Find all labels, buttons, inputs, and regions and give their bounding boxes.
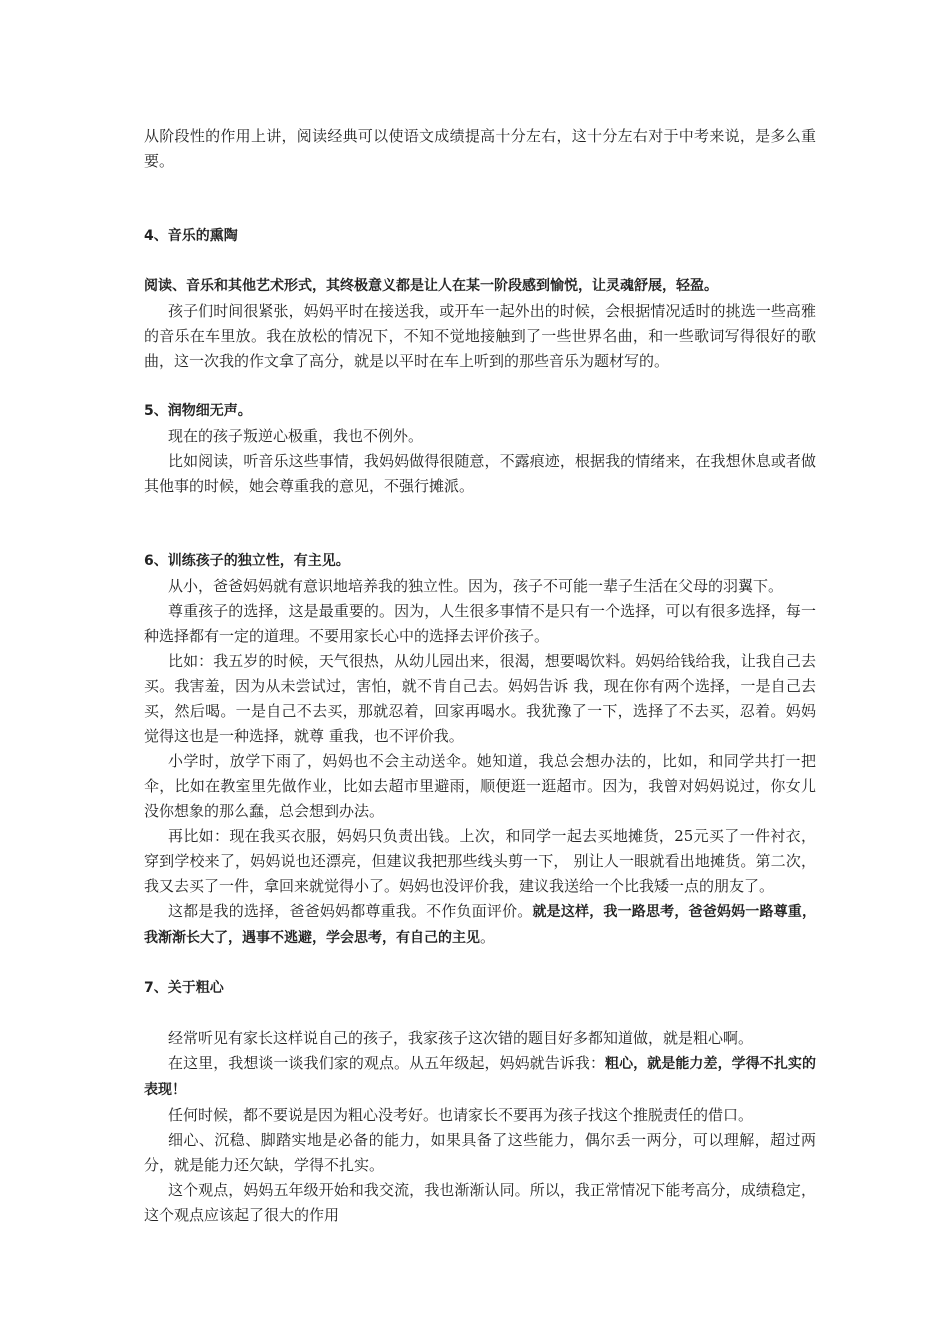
section-7-paragraph-3: 任何时候，都不要说是因为粗心没考好。也请家长不要再为孩子找这个推脱责任的借口。 [168, 1106, 754, 1124]
section-6-paragraph-6-text: 这都是我的选择，爸爸妈妈都尊重我。不作负面评价。 [168, 902, 533, 920]
spacer [144, 174, 816, 224]
section-7-paragraph-2-bold: 粗心，就是能力差，学得不扎实的表现！ [144, 1056, 816, 1098]
section-7-paragraph-5: 这个观点，妈妈五年级开始和我交流，我也渐渐认同。所以，我正常情况下能考高分，成绩稳定，这个观点应该起了很大的作用 [144, 1181, 816, 1224]
section-7-heading: 7、关于粗心 [144, 980, 224, 996]
section-4-paragraph-1: 孩子们时间很紧张，妈妈平时在接送我，或开车一起外出的时候，会根据情况适时的挑选一些高雅的音乐在车里放。我在放松的情况下，不知不觉地接触到了一些世界名曲，和一些歌词写得很好的歌曲，这一次我的作文拿了高分，就是以平时在车上听到的那些音乐为题材写的。 [144, 302, 816, 370]
section-7-paragraph-4: 细心、沉稳、脚踏实地是必备的能力，如果具备了这些能力，偶尔丢一两分，可以理解，超过两分，就是能力还欠缺，学得不扎实。 [144, 1131, 816, 1174]
section-4-bold-line: 阅读、音乐和其他艺术形式，其终极意义都是让人在某一阶段感到愉悦，让灵魂舒展，轻盈。 [144, 278, 718, 294]
intro-paragraph: 从阶段性的作用上讲，阅读经典可以使语文成绩提高十分左右，这十分左右对于中考来说，是多么重要。 [144, 127, 816, 170]
section-7-paragraph-2-text: 在这里，我想谈一谈我们家的观点。从五年级起，妈妈就告诉我： [168, 1054, 606, 1072]
spacer [144, 499, 816, 549]
section-5-paragraph-1: 现在的孩子叛逆心极重，我也不例外。 [168, 427, 424, 445]
section-6-paragraph-5: 再比如：现在我买衣服，妈妈只负责出钱。上次，和同学一起去买地摊货，25元买了一件衬衣，穿到学校来了，妈妈说也还漂亮，但建议我把那些线头剪一下， 别让人一眼就看出地摊货。第二次，我又去买了一件，拿回来就觉得小了。妈妈也没评价我，建议我送给一个比我矮一点的朋友了。 [144, 827, 816, 895]
section-6-paragraph-1: 从小，爸爸妈妈就有意识地培养我的独立性。因为，孩子不可能一辈子生活在父母的羽翼下。 [168, 577, 784, 595]
section-6-paragraph-3: 比如：我五岁的时候，天气很热，从幼儿园出来，很渴，想要喝饮料。妈妈给钱给我，让我自己去买。我害羞，因为从未尝试过，害怕，就不肯自己去。妈妈告诉 我，现在你有两个选择，一是自己去买，然后喝。一是自己不去买，那就忍着，回家再喝水。我犹豫了一下，选择了不去买，忍着。妈妈觉得这也是一种选择，就尊 重我，也不评价我。 [144, 652, 816, 745]
section-7-paragraph-1: 经常听见有家长这样说自己的孩子，我家孩子这次错的题目好多都知道做，就是粗心啊。 [168, 1029, 754, 1047]
document-page [144, 124, 816, 1228]
section-6-paragraph-6-bold: 就是这样，我一路思考，爸爸妈妈一路尊重，我渐渐长大了，遇事不逃避，学会思考，有自己的主见 [144, 904, 816, 946]
spacer [144, 1001, 816, 1026]
spacer [144, 951, 816, 976]
section-5-heading: 5、润物细无声。 [144, 403, 252, 419]
section-6-paragraph-4: 小学时，放学下雨了，妈妈也不会主动送伞。她知道，我总会想办法的，比如，和同学共打一把伞，比如在教室里先做作业，比如去超市里避雨，顺便逛一逛超市。因为，我曾对妈妈说过，你女儿没你想象的那么蠢，总会想到办法。 [144, 752, 816, 820]
section-6-paragraph-6-end: 。 [480, 928, 496, 946]
section-6-paragraph-6 [144, 899, 816, 951]
section-4-heading: 4、音乐的熏陶 [144, 228, 238, 244]
spacer [144, 374, 816, 399]
section-6-heading: 6、训练孩子的独立性，有主见。 [144, 553, 350, 569]
spacer [144, 249, 816, 274]
section-5-paragraph-2: 比如阅读，听音乐这些事情，我妈妈做得很随意，不露痕迹，根据我的情绪来，在我想休息或者做其他事的时候，她会尊重我的意见，不强行摊派。 [144, 452, 816, 495]
section-6-paragraph-2: 尊重孩子的选择，这是最重要的。因为，人生很多事情不是只有一个选择，可以有很多选择，每一种选择都有一定的道理。不要用家长心中的选择去评价孩子。 [144, 602, 816, 645]
section-7-paragraph-2 [144, 1051, 816, 1103]
